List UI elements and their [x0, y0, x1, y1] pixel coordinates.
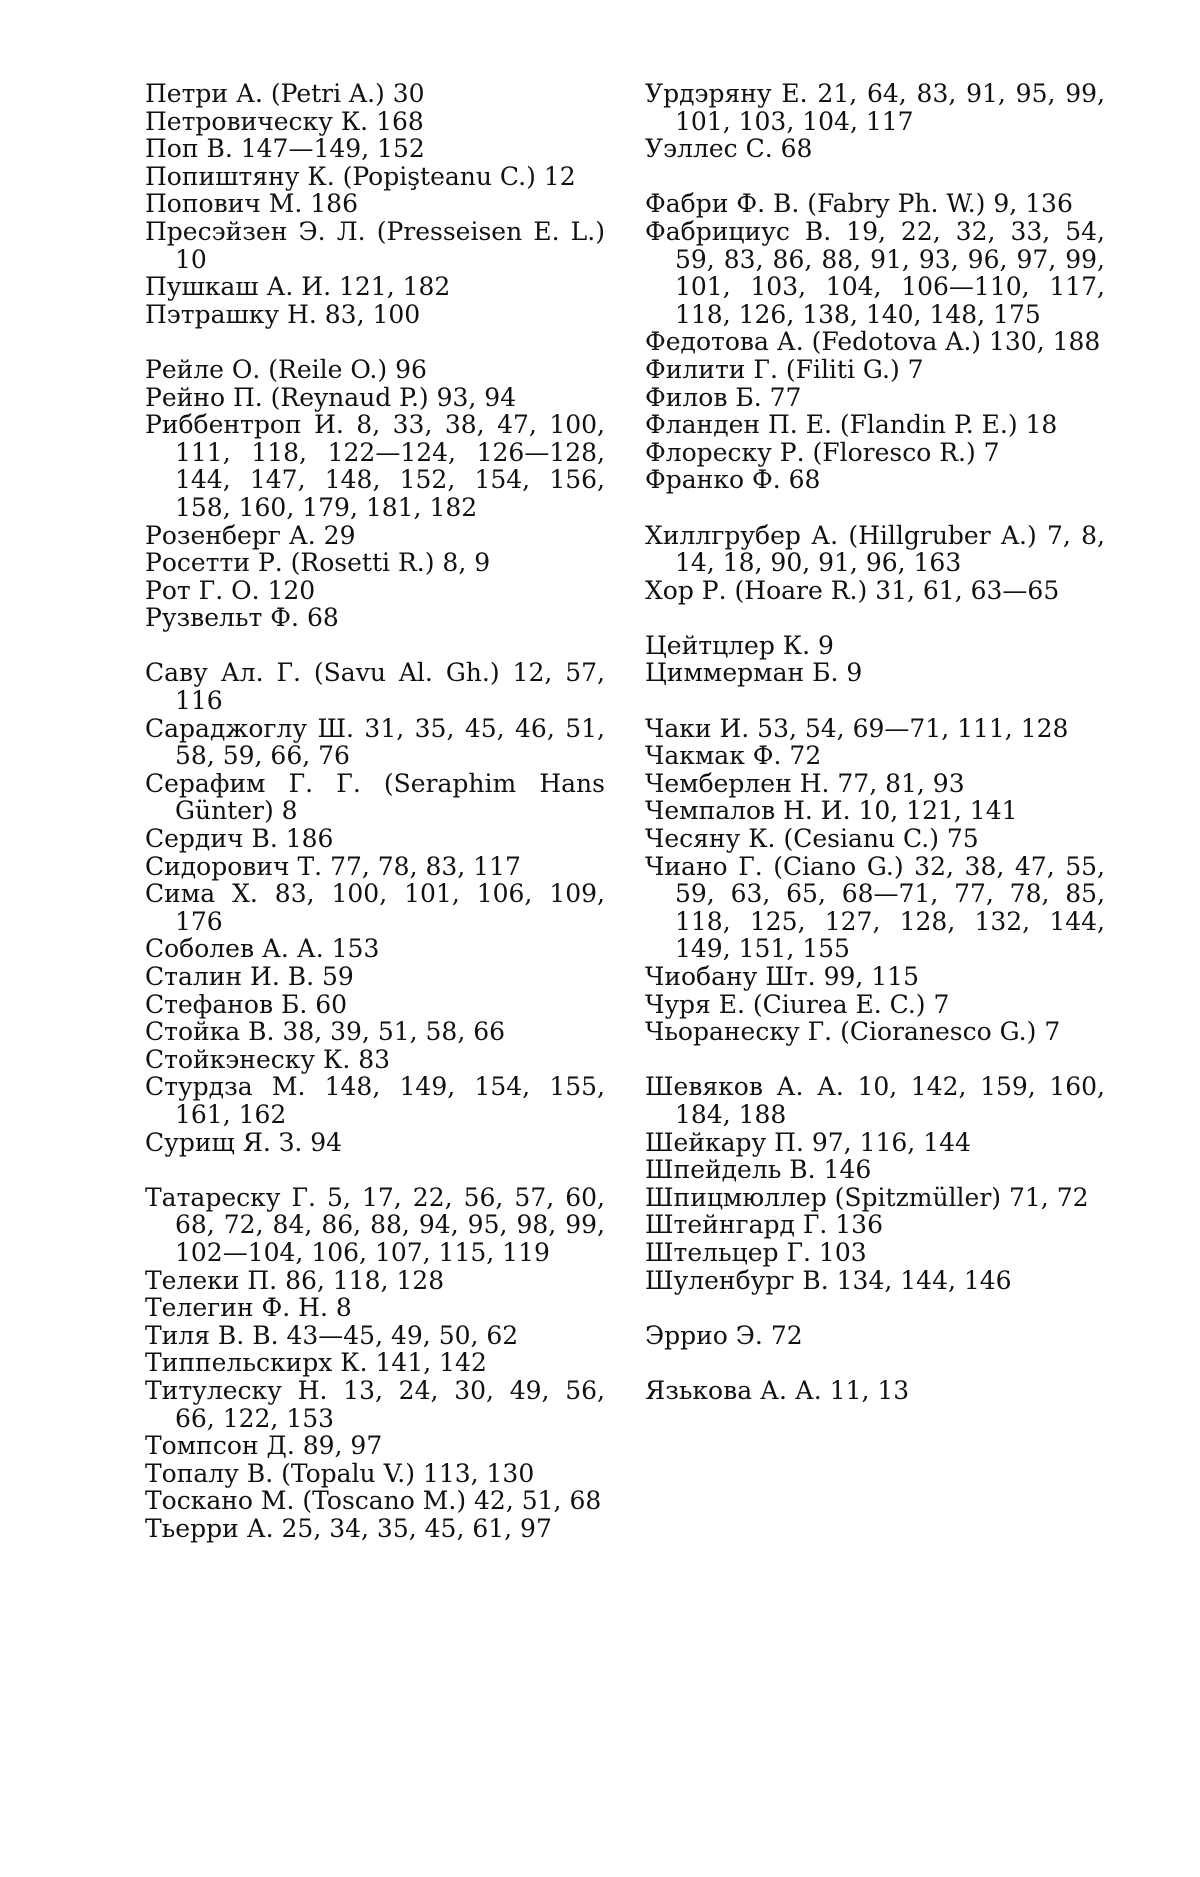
index-entry: Сараджоглу Ш. 31, 35, 45, 46, 51, 58, 59, 66, 76	[145, 713, 605, 771]
index-entry: Саву Ал. Г. (Savu Al. Gh.) 12, 57, 116	[145, 658, 605, 716]
index-letter-group	[645, 715, 1105, 1046]
index-entry: Флореску Р. (Floresco R.) 7	[645, 437, 1000, 467]
index-entry: Чьоранеску Г. (Cioranesco G.) 7	[645, 1017, 1061, 1047]
index-entry: Телеки П. 86, 118, 128	[145, 1265, 445, 1295]
index-entry: Циммерман Б. 9	[645, 658, 863, 688]
index-entry: Топалу В. (Topalu V.) 113, 130	[145, 1458, 535, 1488]
index-entry: Чаки И. 53, 54, 69—71, 111, 128	[645, 713, 1069, 743]
index-entry: Поп В. 147—149, 152	[145, 134, 425, 164]
index-entry: Фабрициус В. 19, 22, 32, 33, 54, 59, 83, 86, 88, 91, 93, 96, 97, 99, 101, 103, 104, 106—110, 117, 118, 126, 138, 140, 148, 175	[645, 216, 1105, 329]
index-letter-group	[645, 632, 1105, 687]
index-entry: Тоскано М. (Toscano M.) 42, 51, 68	[145, 1486, 602, 1516]
index-entry: Хиллгрубер А. (Hillgruber A.) 7, 8, 14, 18, 90, 91, 96, 163	[645, 520, 1105, 578]
index-entry: Соболев А. А. 153	[145, 934, 380, 964]
index-entry: Фабри Ф. В. (Fabry Ph. W.) 9, 136	[645, 189, 1073, 219]
index-letter-group	[645, 522, 1105, 605]
index-entry: Сима Х. 83, 100, 101, 106, 109, 176	[145, 879, 605, 936]
index-entry: Уэллес С. 68	[645, 134, 813, 164]
index-entry: Шпейдель В. 146	[645, 1155, 872, 1185]
index-letter-group	[145, 1184, 605, 1543]
index-entry: Шпицмюллер (Spitzmüller) 71, 72	[645, 1182, 1089, 1212]
index-entry: Эррио Э. 72	[645, 1320, 803, 1350]
index-letter-group	[145, 659, 605, 1156]
index-entry: Стойка В. 38, 39, 51, 58, 66	[145, 1017, 506, 1047]
index-entry: Рейле О. (Reile O.) 96	[145, 354, 427, 384]
index-entry: Шевяков А. А. 10, 142, 159, 160, 184, 188	[645, 1072, 1105, 1129]
index-entry: Типпельскирх К. 141, 142	[145, 1348, 487, 1378]
index-left-column	[145, 80, 605, 1570]
index-entry: Тьерри А. 25, 34, 35, 45, 61, 97	[145, 1513, 552, 1543]
index-entry: Томпсон Д. 89, 97	[145, 1431, 383, 1461]
index-entry: Чемпалов Н. И. 10, 121, 141	[645, 796, 1018, 826]
index-letter-group	[145, 356, 605, 632]
index-entry: Чакмак Ф. 72	[645, 741, 822, 771]
index-entry: Шейкару П. 97, 116, 144	[645, 1127, 971, 1157]
index-entry: Цейтцлер К. 9	[645, 630, 834, 660]
index-entry: Пресэйзен Э. Л. (Presseisen E. L.) 10	[145, 216, 605, 274]
index-entry: Розенберг А. 29	[145, 520, 356, 550]
index-entry: Чиано Г. (Ciano G.) 32, 38, 47, 55, 59, 63, 65, 68—71, 77, 78, 85, 118, 125, 127, 128, 132, 144, 149, 151, 155	[645, 851, 1105, 964]
index-letter-group	[645, 1073, 1105, 1294]
index-entry: Сидорович Т. 77, 78, 83, 117	[145, 851, 521, 881]
index-letter-group	[645, 1322, 1105, 1350]
index-entry: Рейно П. (Reynaud P.) 93, 94	[145, 382, 517, 412]
index-entry: Язькова А. А. 11, 13	[645, 1375, 910, 1405]
index-entry: Чуря Е. (Ciurea E. C.) 7	[645, 989, 950, 1019]
index-entry: Чесяну К. (Cesianu C.) 75	[645, 824, 979, 854]
index-entry: Татареску Г. 5, 17, 22, 56, 57, 60, 68, 72, 84, 86, 88, 94, 95, 98, 99, 102—104, 106, 107, 115, 119	[145, 1182, 605, 1267]
index-right-column	[645, 80, 1105, 1432]
index-entry: Тиля В. В. 43—45, 49, 50, 62	[145, 1320, 519, 1350]
index-letter-group	[645, 190, 1105, 494]
index-entry: Пушкаш А. И. 121, 182	[145, 272, 451, 302]
index-entry: Урдэряну Е. 21, 64, 83, 91, 95, 99, 101, 103, 104, 117	[645, 79, 1105, 136]
index-entry: Стурдза М. 148, 149, 154, 155, 161, 162	[145, 1072, 605, 1129]
index-entry: Шуленбург В. 134, 144, 146	[645, 1265, 1012, 1295]
index-entry: Попович М. 186	[145, 189, 358, 219]
index-entry: Петровическу К. 168	[145, 106, 424, 136]
index-entry: Попиштяну К. (Popişteanu C.) 12	[145, 161, 576, 191]
index-entry: Стойкэнеску К. 83	[145, 1044, 391, 1074]
index-entry: Федотова А. (Fedotova A.) 130, 188	[645, 327, 1101, 357]
index-entry: Филити Г. (Filiti G.) 7	[645, 354, 924, 384]
index-entry: Хор Р. (Hoare R.) 31, 61, 63—65	[645, 575, 1060, 605]
index-entry: Чиобану Шт. 99, 115	[645, 962, 919, 991]
index-letter-group	[645, 1377, 1105, 1405]
index-entry: Фланден П. Е. (Flandin P. E.) 18	[645, 410, 1058, 440]
index-entry: Рот Г. О. 120	[145, 575, 316, 605]
index-entry: Риббентроп И. 8, 33, 38, 47, 100, 111, 118, 122—124, 126—128, 144, 147, 148, 152, 154, 156, 158, 160, 179, 181, 182	[145, 410, 605, 522]
index-entry: Телегин Ф. Н. 8	[145, 1293, 352, 1323]
index-entry: Титулеску Н. 13, 24, 30, 49, 56, 66, 122, 153	[145, 1375, 605, 1433]
index-entry: Чемберлен Н. 77, 81, 93	[645, 768, 965, 798]
index-entry: Росетти Р. (Rosetti R.) 8, 9	[145, 548, 491, 578]
index-entry: Петри А. (Petri A.) 30	[145, 79, 425, 108]
index-entry: Сердич В. 186	[145, 824, 334, 854]
index-entry: Сталин И. В. 59	[145, 962, 354, 991]
index-entry: Серафим Г. Г. (Seraphim Hans Günter) 8	[145, 768, 605, 826]
index-entry: Штейнгард Г. 136	[645, 1210, 883, 1240]
index-entry: Стефанов Б. 60	[145, 989, 348, 1019]
index-entry: Штельцер Г. 103	[645, 1237, 867, 1267]
index-entry: Рузвельт Ф. 68	[145, 603, 339, 633]
index-letter-group	[145, 80, 605, 328]
index-entry: Франко Ф. 68	[645, 465, 821, 495]
index-entry: Сурищ Я. З. 94	[145, 1127, 343, 1157]
index-entry: Пэтрашку Н. 83, 100	[145, 299, 421, 329]
index-letter-group	[645, 80, 1105, 163]
index-entry: Филов Б. 77	[645, 382, 802, 412]
